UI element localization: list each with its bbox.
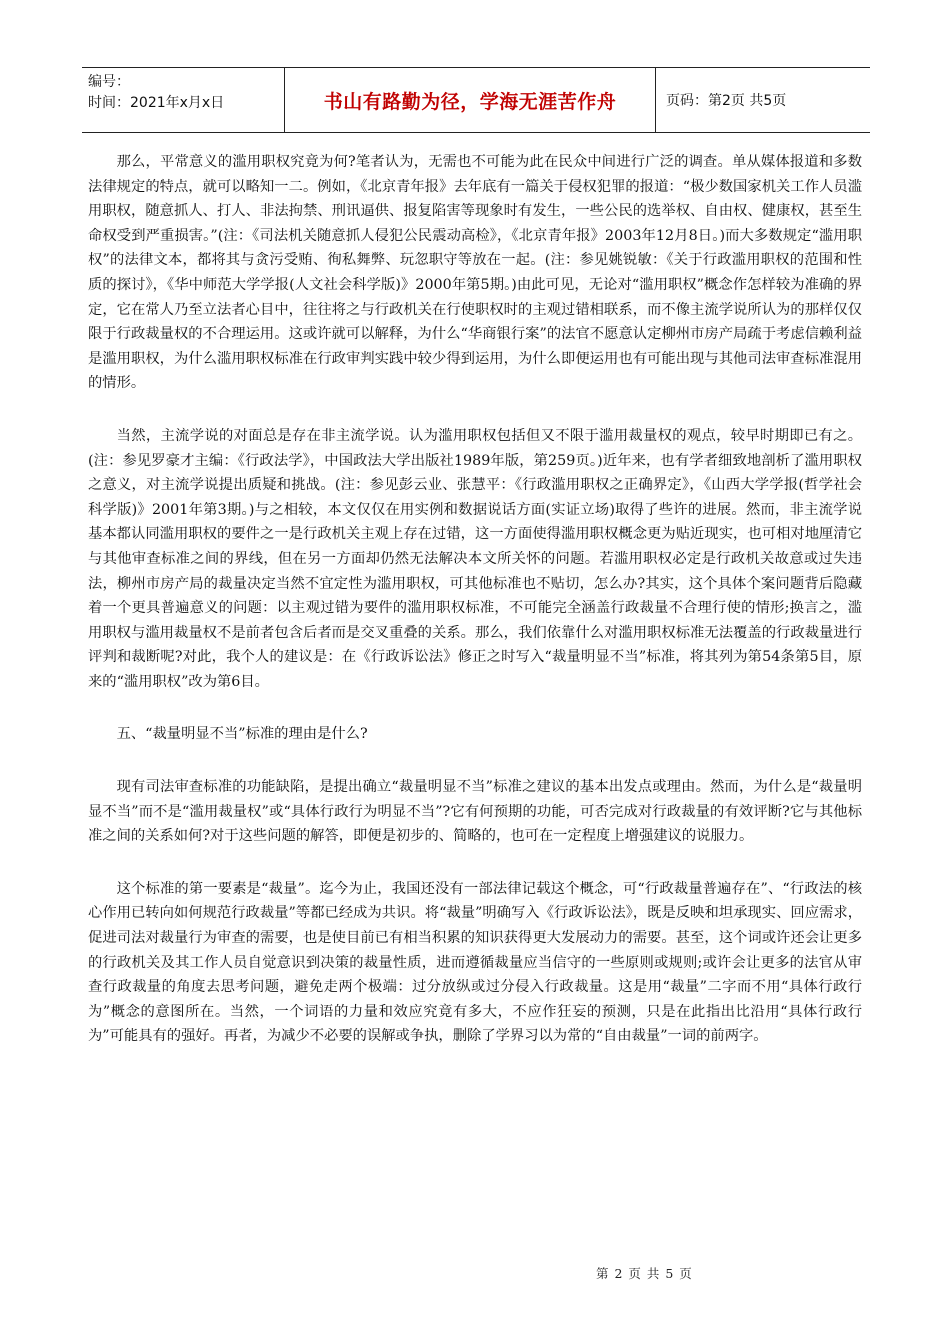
page-footer: 第 2 页 共 5 页	[596, 1266, 693, 1281]
body-paragraph: 那么，平常意义的滥用职权究竟为何?笔者认为，无需也不可能为此在民众中间进行广泛的调查。单从媒体报道和多数法律规定的特点，就可以略知一二。例如，《北京青年报》去年底有一篇关于侵权犯罪的报道：“极少数国家机关工作人员滥用职权，随意抓人、打人、非法拘禁、刑讯逼供、报复陷害等现象时有发生，一些公民的选举权、自由权、健康权，甚至生命权受到严重损害。”(注：《司法机关随意抓人侵犯公民震动高检》，《北京青年报》2003年12月8日。)而大多数规定“滥用职权”的法律文本，都将其与贪污受贿、徇私舞弊、玩忽职守等放在一起。(注：参见姚锐敏：《关于行政滥用职权的范围和性质的探讨》，《华中师范大学学报(人文社会科学版)》2000年第5期。)由此可见，无论对“滥用职权”概念作怎样较为准确的界定，它在常人乃至立法者心目中，往往将之与行政机关在行使职权时的主观过错相联系，而不像主流学说所认为的那样仅仅限于行政裁量权的不合理运用。这或许就可以解释，为什么“华商银行案”的法官不愿意认定柳州市房产局疏于考虑信赖利益是滥用职权，为什么滥用职权标准在行政审判实践中较少得到运用，为什么即便运用也有可能出现与其他司法审查标准混用的情形。	[88, 154, 862, 392]
section-heading: 五、“裁量明显不当”标准的理由是什么?	[116, 726, 368, 743]
document-number-label: 编号：	[88, 74, 130, 90]
header-motto: 书山有路勤为径，学海无涯苦作舟	[284, 68, 656, 132]
document-body	[88, 150, 862, 1077]
document-time-label: 时间：2021年x月x日	[88, 95, 225, 111]
header-page-info: 页码：第2页 共5页	[666, 93, 787, 109]
body-paragraph: 这个标准的第一要素是“裁量”。迄今为止，我国还没有一部法律记载这个概念，可“行政裁量普遍存在”、“行政法的核心作用已转向如何规范行政裁量”等都已经成为共识。将“裁量”明确写入《行政诉讼法》，既是反映和坦承现实、回应需求，促进司法对裁量行为审查的需要，也是使目前已有相当积累的知识获得更大发展动力的需要。甚至，这个词或许还会让更多的行政机关及其工作人员自觉意识到决策的裁量性质，进而遵循裁量应当信守的一些原则或规则;或许会让更多的法官从审查行政裁量的角度去思考问题，避免走两个极端：过分放纵或过分侵入行政裁量。这是用“裁量”二字而不用“具体行政行为”概念的意图所在。当然，一个词语的力量和效应究竟有多大，不应作狂妄的预测，只是在此指出比沿用“具体行政行为”可能具有的强好。再者，为减少不必要的误解或争执，删除了学界习以为常的“自由裁量”一词的前两字。	[88, 880, 862, 1045]
body-paragraph: 现有司法审查标准的功能缺陷，是提出确立“裁量明显不当”标准之建议的基本出发点或理由。然而，为什么是“裁量明显不当”而不是“滥用裁量权”或“具体行政行为明显不当”?它有何预期的功能，可否完成对行政裁量的有效评断?它与其他标准之间的关系如何?对于这些问题的解答，即便是初步的、简略的，也可在一定程度上增强建议的说服力。	[88, 779, 862, 845]
header-meta	[82, 68, 284, 132]
body-paragraph: 当然，主流学说的对面总是存在非主流学说。认为滥用职权包括但又不限于滥用裁量权的观点，较早时期即已有之。(注：参见罗豪才主编：《行政法学》，中国政法大学出版社1989年版，第259页。)近年来，也有学者细致地剖析了滥用职权之意义，对主流学说提出质疑和挑战。(注：参见彭云业、张慧平：《行政滥用职权之正确界定》，《山西大学学报(哲学社会科学版)》2001年第3期。)与之相较，本文仅仅在用实例和数据说话方面(实证立场)取得了些许的进展。然而，非主流学说基本都认同滥用职权的要件之一是行政机关主观上存在过错，这一方面使得滥用职权概念更为贴近现实，也可相对地厘清它与其他审查标准之间的界线，但在另一方面却仍然无法解决本文所关怀的问题。若滥用职权必定是行政机关故意或过失违法，柳州市房产局的裁量决定当然不宜定性为滥用职权，可其他标准也不贴切，怎么办?其实，这个具体个案问题背后隐藏着一个更具普遍意义的问题：以主观过错为要件的滥用职权标准，不可能完全涵盖行政裁量不合理行使的情形;换言之，滥用职权与滥用裁量权不是前者包含后者而是交叉重叠的关系。那么，我们依靠什么对滥用职权标准无法覆盖的行政裁量进行评判和裁断呢?对此，我个人的建议是：在《行政诉讼法》修正之时写入“裁量明显不当”标准，将其列为第54条第5目，原来的“滥用职权”改为第6目。	[88, 427, 862, 690]
page-header	[82, 67, 870, 133]
